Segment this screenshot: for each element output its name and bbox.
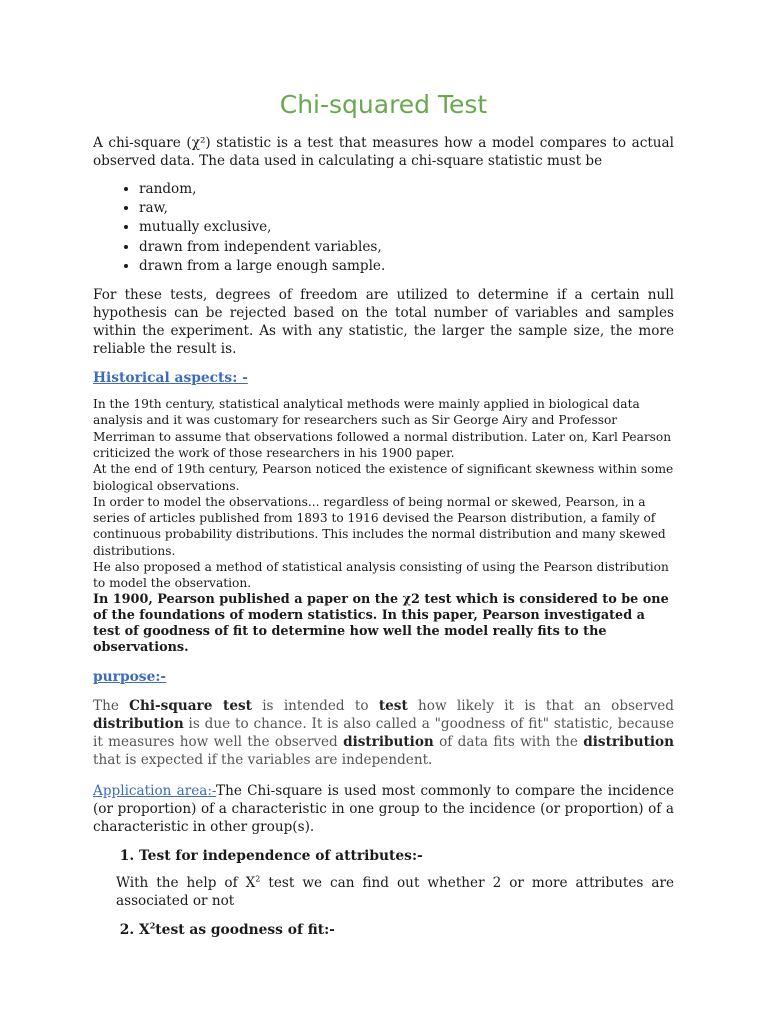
purpose-text: how likely it is that an observed <box>407 697 674 714</box>
superscript: 2 <box>255 874 261 884</box>
purpose-bold-term: distribution <box>343 733 434 750</box>
historical-bold-paragraph: In 1900, Pearson published a paper on the χ2 test which is considered to be one of the foundations of modern statistics. In this paper, Pearson investigated a test of goodness of fit to determine how well the model really fits to the observations. <box>93 591 669 656</box>
purpose-heading: purpose:- <box>93 668 167 685</box>
test-types-list-continued <box>93 920 674 940</box>
list-item: • raw, <box>139 199 674 218</box>
purpose-text: of data fits with the <box>433 733 584 750</box>
item-label: test as goodness of fit:- <box>155 922 335 939</box>
historical-paragraph: He also proposed a method of statistical analysis consisting of using the Pearson distribution to model the observation. <box>93 559 669 591</box>
degrees-of-freedom-paragraph: For these tests, degrees of freedom are utilized to determine if a certain null hypothesis can be rejected based on the total number of variables and samples within the experiment. As with any statistic, the larger the sample size, the more reliable the result is. <box>93 287 674 358</box>
list-item: • drawn from a large enough sample. <box>139 257 674 276</box>
purpose-bold-term: distribution <box>583 733 674 750</box>
purpose-text: is intended to <box>251 697 379 714</box>
purpose-text: is due to chance. It is also called a "goodness of fit" statistic, because it measures how well the observed <box>93 715 674 750</box>
list-item: • random, <box>139 180 674 199</box>
historical-paragraph: In order to model the observations... regardless of being normal or skewed, Pearson, in a series of articles published from 1893 to 1916 devised the Pearson distribution, a family of continuous probability distributions. This includes the normal distribution and many skewed distributions. <box>93 494 666 558</box>
application-text: The Chi-square is used most commonly to compare the incidence (or proportion) of a characteristic in one group to the incidence (or proportion) of a characteristic in other group(s). <box>93 783 674 836</box>
purpose-bold-term: test <box>378 697 408 714</box>
purpose-text: The <box>93 697 130 714</box>
application-paragraph <box>93 782 674 836</box>
purpose-bold-term: Chi-square test <box>129 697 252 714</box>
intro-paragraph: A chi-square (χ²) statistic is a test that measures how a model compares to actual observed data. The data used in calculating a chi-square statistic must be <box>93 135 674 169</box>
item-label: Test for independence of attributes:- <box>139 848 423 865</box>
purpose-bold-term: distribution <box>93 715 184 732</box>
test-types-list <box>93 846 674 866</box>
list-item <box>139 846 674 866</box>
purpose-text: that is expected if the variables are independent. <box>93 751 433 768</box>
list-item: • mutually exclusive, <box>139 218 674 237</box>
list-item <box>139 920 674 940</box>
historical-paragraph: In the 19th century, statistical analytical methods were mainly applied in biological data analysis and it was customary for researchers such as Sir George Airy and Professor Merriman to assume that observations followed a normal distribution. Later on, Karl Pearson criticized the work of those researchers in his 1900 paper. <box>93 397 672 460</box>
historical-section <box>93 396 674 657</box>
item-desc-text: With the help of X <box>116 875 256 892</box>
historical-paragraph: At the end of 19th century, Pearson noticed the existence of significant skewness within some biological observations. <box>93 462 674 493</box>
item-label: X <box>139 922 150 939</box>
application-heading: Application area:- <box>93 783 217 800</box>
historical-heading: Historical aspects: - <box>93 370 248 387</box>
superscript: 2 <box>149 920 156 931</box>
purpose-paragraph <box>93 697 674 769</box>
item-description <box>116 874 674 910</box>
list-item: • drawn from independent variables, <box>139 238 674 257</box>
item-desc-text: test we can find out whether 2 or more attributes are associated or not <box>116 875 674 910</box>
page-title: Chi-squared Test <box>279 90 488 119</box>
requirements-list <box>93 180 674 276</box>
